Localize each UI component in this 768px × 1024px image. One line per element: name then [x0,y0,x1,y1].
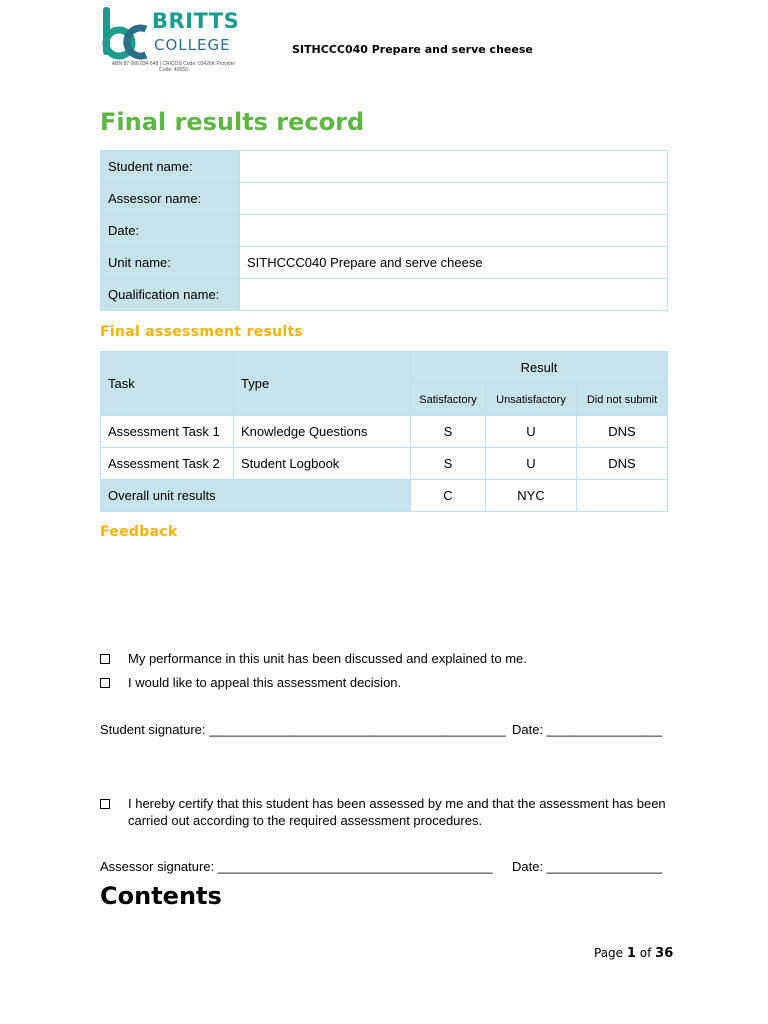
appeal-checkbox-label: I would like to appeal this assessment decision. [128,675,402,690]
of-word: of [639,946,652,960]
date-label: Date: [101,215,240,247]
type-cell: Knowledge Questions [234,416,411,448]
final-results-table [100,351,668,512]
assessor-certify-checkbox-row[interactable] [100,795,668,829]
task-header: Task [101,352,234,416]
britts-college-logo [100,5,245,73]
unsatisfactory-header: Unsatisfactory [486,384,577,416]
brand-line-1: BRITTS [152,9,240,33]
bc-monogram-icon [100,5,148,61]
current-page: 1 [626,946,636,961]
overall-unit-results-label: Overall unit results [101,480,411,512]
date-field[interactable] [240,215,668,247]
discussed-checkbox-row[interactable] [100,650,527,667]
checkbox[interactable] [100,799,110,809]
appeal-checkbox-row[interactable] [100,674,401,691]
student-signature-line[interactable]: Student signature: _________________________________________ [100,722,506,737]
overall-blank-cell [577,480,668,512]
table-row [101,480,668,512]
checkbox[interactable] [100,654,110,664]
assessor-certify-label: I hereby certify that this student has been assessed by me and that the assessment has been carried out according to the required assessment procedures. [128,796,666,828]
did-not-submit-cell[interactable]: DNS [577,416,668,448]
qualification-name-field[interactable] [240,279,668,311]
assessor-signature-line[interactable]: Assessor signature: ______________________________________ [100,859,493,874]
assessor-name-label: Assessor name: [101,183,240,215]
satisfactory-cell[interactable]: S [411,416,486,448]
assessor-date-line[interactable]: Date: ________________ [512,859,663,874]
table-row [101,151,668,183]
unit-name-label: Unit name: [101,247,240,279]
header-unit-title: SITHCCC040 Prepare and serve cheese [292,43,533,56]
page-number [594,946,673,961]
student-date-line[interactable]: Date: ________________ [512,722,663,737]
did-not-submit-cell[interactable]: DNS [577,448,668,480]
total-pages: 36 [655,946,674,961]
contents-heading: Contents [100,882,222,910]
table-row [101,247,668,279]
student-name-field[interactable] [240,151,668,183]
qualification-name-label: Qualification name: [101,279,240,311]
result-header: Result [411,352,668,384]
table-row [101,416,668,448]
discussed-checkbox-label: My performance in this unit has been discussed and explained to me. [128,651,527,666]
satisfactory-cell[interactable]: S [411,448,486,480]
table-row [101,279,668,311]
table-row [101,183,668,215]
task-cell: Assessment Task 2 [101,448,234,480]
not-yet-competent-cell[interactable]: NYC [486,480,577,512]
type-header: Type [234,352,411,416]
student-name-label: Student name: [101,151,240,183]
did-not-submit-header: Did not submit [577,384,668,416]
page-word: Page [594,946,624,960]
unsatisfactory-cell[interactable]: U [486,448,577,480]
table-header-row [101,352,668,384]
final-assessment-results-heading: Final assessment results [100,324,304,340]
checkbox[interactable] [100,678,110,688]
assessor-name-field[interactable] [240,183,668,215]
page-title: Final results record [100,108,365,136]
table-row [101,215,668,247]
logo-fine-print: ABN 87 066 834 648 | CRICOS Code: 03426K Provider Code: 40550 [111,61,236,73]
satisfactory-header: Satisfactory [411,384,486,416]
table-row [101,448,668,480]
student-info-table [100,150,668,311]
brand-line-2: COLLEGE [154,36,231,54]
competent-cell[interactable]: C [411,480,486,512]
task-cell: Assessment Task 1 [101,416,234,448]
type-cell: Student Logbook [234,448,411,480]
unsatisfactory-cell[interactable]: U [486,416,577,448]
feedback-heading: Feedback [100,524,178,540]
unit-name-value: SITHCCC040 Prepare and serve cheese [240,247,668,279]
